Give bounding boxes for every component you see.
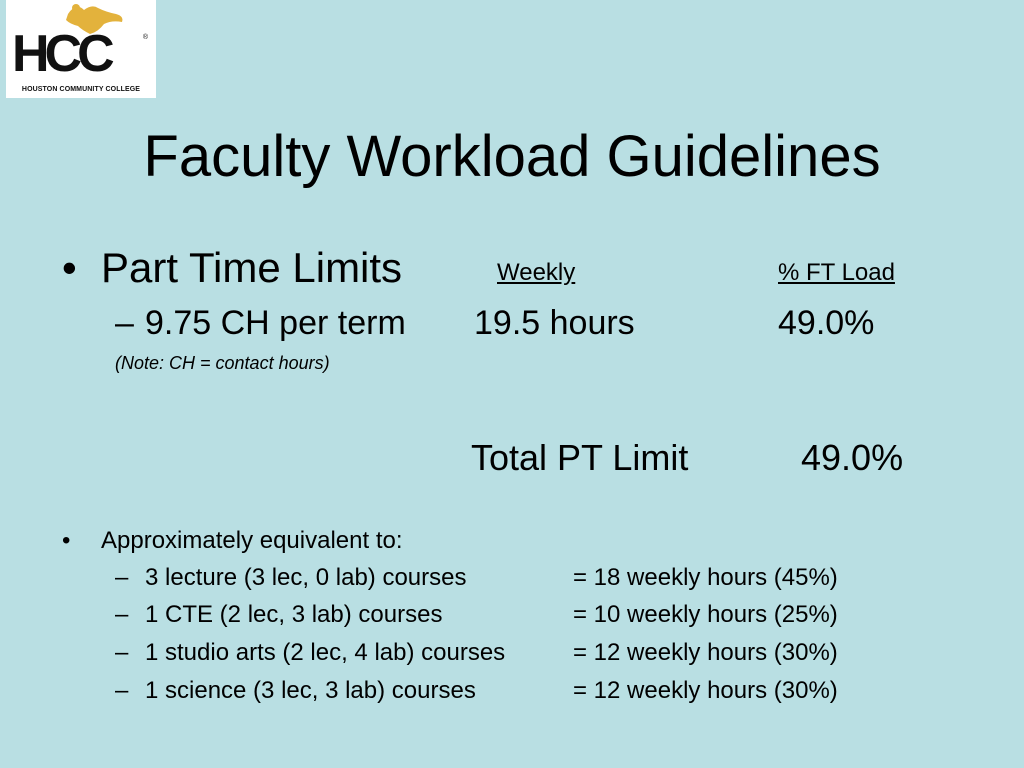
item-course: 3 lecture (3 lec, 0 lab) courses — [145, 564, 467, 591]
bullet-part-time: • — [62, 244, 77, 291]
col-header-ft-load: % FT Load — [778, 259, 895, 286]
item-hours: = 18 weekly hours (45%) — [573, 564, 838, 591]
logo-letters: HCC — [12, 25, 110, 83]
item-course: 1 studio arts (2 lec, 4 lab) courses — [145, 639, 506, 666]
logo-registered-mark: ® — [142, 34, 148, 41]
item-course: 1 science (3 lec, 3 lab) courses — [145, 677, 476, 704]
row-weekly-hours: 19.5 hours — [474, 304, 635, 342]
logo-subtitle: HOUSTON COMMUNITY COLLEGE — [21, 86, 141, 93]
item-hours: = 10 weekly hours (25%) — [573, 601, 838, 628]
hcc-logo — [6, 0, 156, 98]
total-pt-limit-value: 49.0% — [801, 437, 904, 478]
row-ft-load-pct: 49.0% — [778, 304, 875, 342]
part-time-label: Part Time Limits — [101, 244, 403, 291]
total-pt-limit-label: Total PT Limit — [471, 437, 689, 478]
equivalent-label: Approximately equivalent to: — [101, 527, 403, 554]
row-dash: – — [115, 304, 134, 342]
item-course: 1 CTE (2 lec, 3 lab) courses — [145, 601, 443, 628]
note-contact-hours: (Note: CH = contact hours) — [115, 353, 330, 373]
item-hours: = 12 weekly hours (30%) — [573, 639, 838, 666]
col-header-weekly: Weekly — [497, 259, 576, 286]
item-dash: – — [115, 601, 129, 628]
item-hours: = 12 weekly hours (30%) — [573, 677, 838, 704]
bullet-equivalent: • — [62, 527, 71, 554]
item-dash: – — [115, 639, 129, 666]
slide-title: Faculty Workload Guidelines — [143, 124, 881, 189]
row-ch-per-term: 9.75 CH per term — [145, 304, 406, 342]
item-dash: – — [115, 564, 129, 591]
item-dash: – — [115, 677, 129, 704]
